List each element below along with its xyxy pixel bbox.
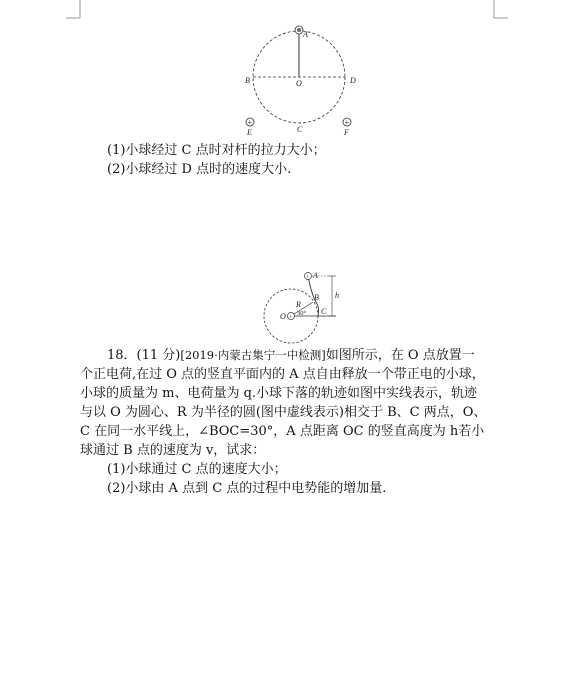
q18-body-line-2: 小球的质量为 m、电荷量为 q.小球下落的轨迹如图中实线表示，轨迹	[80, 386, 478, 401]
q18-source: [2019·内蒙古集宁一中检测]	[180, 348, 326, 362]
q18-label-c: C	[321, 307, 327, 316]
q17-plus-e: +	[247, 118, 253, 127]
q17-label-c: C	[297, 125, 303, 134]
q18-label-o: O	[280, 312, 286, 321]
q17-label-b: B	[245, 76, 250, 85]
q17-label-e: E	[247, 128, 252, 137]
q17-question-2: (2)小球经过 D 点时的速度大小.	[107, 162, 292, 177]
q18-number: 18．	[107, 348, 137, 363]
q17-label-o: O	[296, 79, 302, 88]
q18-label-a: A	[313, 271, 318, 280]
q18-body-line-1: 个正电荷,在过 O 点的竖直平面内的 A 点自由释放一个带正电的小球，	[80, 367, 485, 382]
q18-first-line	[107, 346, 475, 365]
q18-body-line-3: 与以 O 为圆心、R 为半径的圆(图中虚线表示)相交于 B、C 两点，O、	[80, 405, 487, 420]
corner-mark-left	[62, 0, 82, 20]
q18-label-b: B	[314, 293, 319, 302]
q17-label-a: A	[303, 30, 308, 39]
q17-question-1: (1)小球经过 C 点时对杆的拉力大小；	[107, 143, 326, 158]
q18-body-line-5: 球通过 B 点的速度为 v，试求：	[80, 443, 266, 458]
q17-label-d: D	[350, 76, 356, 85]
q17-plus-f: +	[344, 118, 350, 127]
q17-figure	[236, 22, 366, 142]
q18-figure	[256, 266, 356, 348]
q18-label-r: R	[296, 300, 301, 309]
q18-label-angle: 30°	[297, 310, 307, 317]
q18-question-1: (1)小球通过 C 点的速度大小；	[107, 462, 287, 477]
q18-score: (11 分)	[136, 348, 181, 363]
q18-plus-a: +	[306, 274, 310, 281]
q18-question-2: (2)小球由 A 点到 C 点的过程中电势能的增加量.	[107, 481, 387, 496]
q17-label-f: F	[344, 128, 349, 137]
q18-plus-o: +	[289, 314, 293, 321]
q18-body-line-0: 如图所示，在 O 点放置一	[325, 348, 475, 363]
q18-body-line-4: C 在同一水平线上，∠BOC=30°，A 点距离 OC 的竖直高度为 h若小	[80, 424, 485, 439]
corner-mark-right	[492, 0, 512, 20]
q18-label-h: h	[335, 291, 339, 300]
